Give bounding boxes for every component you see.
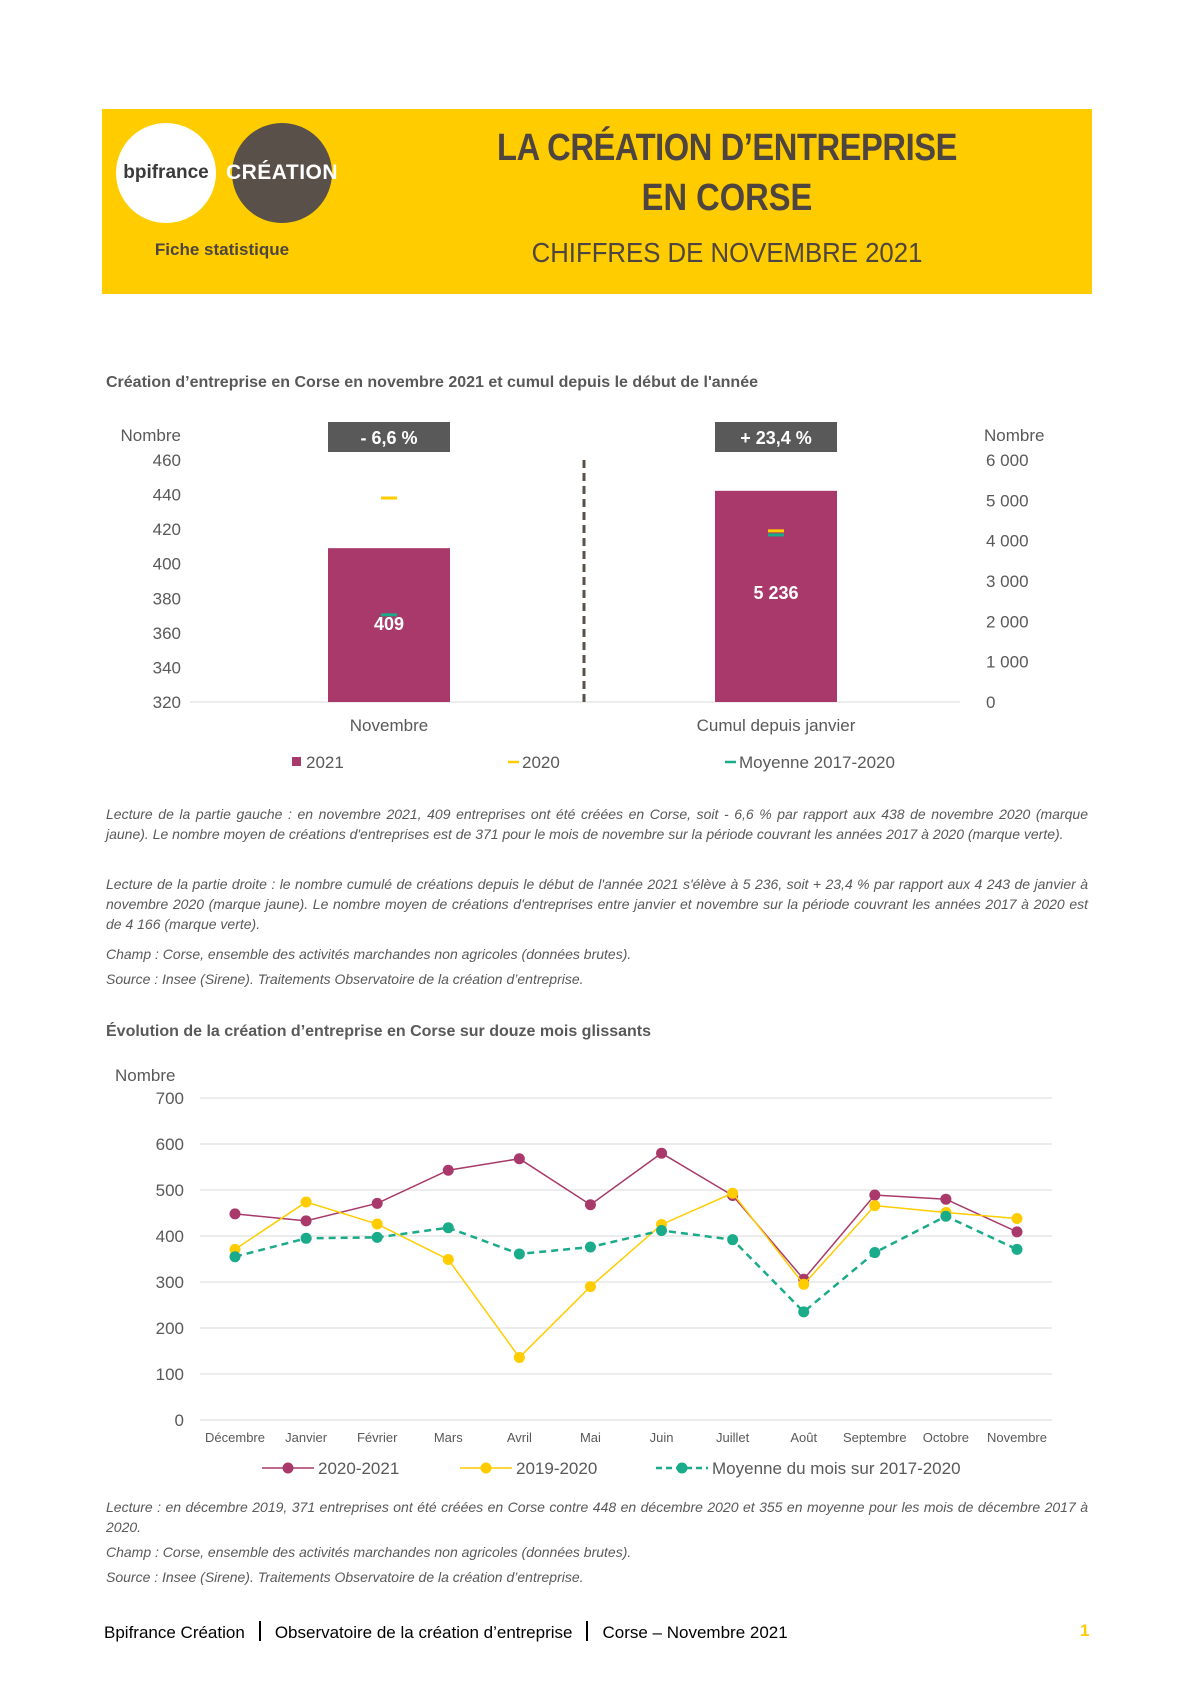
chart2-line-Moyenne du mois sur 2017-2020 (235, 1216, 1017, 1312)
chart2-point (301, 1233, 312, 1244)
chart2-point (656, 1225, 667, 1236)
chart2-point (798, 1306, 809, 1317)
note-source-2: Source : Insee (Sirene). Traitements Observatoire de la création d’entreprise. (106, 1569, 584, 1585)
chart2-y-tick-label: 0 (174, 1411, 184, 1430)
chart2-point (1012, 1213, 1023, 1224)
page-title-line1: LA CRÉATION D’ENTREPRISE (497, 127, 957, 169)
footer-separator (259, 1621, 261, 1641)
chart2-legend-label: Moyenne du mois sur 2017-2020 (712, 1459, 961, 1478)
chart1-left-tick-label: 320 (152, 693, 181, 712)
chart1-change-badge-label: - 6,6 % (360, 428, 418, 448)
chart2-point (372, 1232, 383, 1243)
chart2-x-tick-label: Novembre (987, 1430, 1047, 1445)
creation-logo-text: CRÉATION (225, 161, 339, 184)
footer-middle: Observatoire de la création d’entreprise (274, 1623, 573, 1642)
chart2-x-tick-label: Juillet (716, 1430, 750, 1445)
chart2-x-tick-label: Juin (649, 1430, 674, 1445)
chart1-bar-value-label: 409 (373, 614, 405, 635)
chart2-point (230, 1251, 241, 1262)
chart1-right-tick-label: 0 (986, 693, 996, 712)
chart2-x-axis (205, 1430, 1047, 1445)
chart2-point (585, 1242, 596, 1253)
fiche-label: Fiche statistique (154, 240, 290, 259)
chart2-point (727, 1234, 738, 1245)
chart1-right-tick-label: 4 000 (986, 531, 1029, 551)
chart2-point (443, 1165, 454, 1176)
chart1-category-label: Novembre (349, 716, 429, 735)
chart1-left-tick-label: 360 (152, 623, 181, 643)
bpifrance-logo-text: bpifrance (123, 162, 209, 183)
chart2-x-tick-label: Mai (579, 1430, 601, 1445)
chart2-point (727, 1188, 738, 1199)
chart2-y-tick-label: 600 (155, 1135, 184, 1154)
chart2-x-tick-label: Septembre (843, 1430, 907, 1445)
chart2-x-tick-label: Avril (506, 1430, 532, 1445)
chart2-legend-label: 2020-2021 (318, 1459, 400, 1478)
chart2-x-tick-label: Octobre (922, 1430, 970, 1445)
chart2-point (372, 1198, 383, 1209)
chart1-right-tick-label: 1 000 (986, 652, 1029, 672)
chart2-point (869, 1200, 880, 1211)
note-champ-2: Champ : Corse, ensemble des activités marchandes non agricoles (données brutes). (106, 1544, 632, 1560)
chart2-y-tick-label: 400 (155, 1227, 184, 1246)
note-lecture-droite: Lecture de la partie droite : le nombre cumulé de créations depuis le début de l'année 2021 s'élève à 5 236, soit + 23,4 % par rapport aux 4 243 de janvier à novembre 2020 (marque jaune). Le nombre moyen de créations d'entreprises entre janvier et novembre sur la période couvrant les années 2017 à 2020 est de 4 166 (marque verte). (106, 876, 1088, 932)
chart1-left-tick-label: 420 (152, 520, 181, 540)
chart2-point (514, 1248, 525, 1259)
chart1-legend-label: 2021 (306, 753, 344, 772)
chart2-point (869, 1247, 880, 1258)
chart1-left-tick-label: 400 (152, 554, 181, 574)
chart2-point (1012, 1244, 1023, 1255)
chart2-y-tick-label: 300 (155, 1273, 184, 1292)
chart2-point (869, 1190, 880, 1201)
chart2-point (656, 1148, 667, 1159)
chart2-x-tick-label: Août (790, 1430, 818, 1445)
page-subtitle: CHIFFRES DE NOVEMBRE 2021 (531, 237, 923, 268)
chart2-gridlines (200, 1098, 1052, 1420)
chart1-left-axis-title: Nombre (120, 426, 181, 445)
chart2-point (585, 1199, 596, 1210)
chart2-point (301, 1215, 312, 1226)
footer-left: Bpifrance Création (104, 1623, 245, 1642)
chart1-left-tick-label: 380 (152, 589, 181, 609)
footer-separator (586, 1621, 588, 1641)
chart2-y-tick-label: 200 (155, 1319, 184, 1338)
chart1-legend-label: 2020 (522, 753, 560, 772)
chart1-title: Création d’entreprise en Corse en novembre 2021 et cumul depuis le début de l'année (106, 374, 758, 391)
chart1-category-label: Cumul depuis janvier (696, 716, 856, 735)
chart2-point (940, 1211, 951, 1222)
chart2-point (443, 1254, 454, 1265)
chart2-y-tick-label: 100 (155, 1365, 184, 1384)
chart1-left-tick-label: 340 (152, 658, 181, 678)
chart2-y-axis-title: Nombre (115, 1066, 176, 1085)
note-champ-1: Champ : Corse, ensemble des activités marchandes non agricoles (données brutes). (106, 946, 632, 962)
chart2-y-axis (115, 1066, 184, 1430)
chart2-legend (262, 1459, 961, 1478)
chart2-point (301, 1196, 312, 1207)
chart1-bar-value-label: 5 236 (753, 582, 799, 603)
chart2-point (940, 1194, 951, 1205)
chart2-legend-label: 2019-2020 (516, 1459, 598, 1478)
chart1-right-tick-label: 3 000 (986, 572, 1029, 591)
chart2-title: Évolution de la création d’entreprise en Corse sur douze mois glissants (106, 1023, 652, 1040)
page-number: 1 (1080, 1621, 1090, 1640)
chart1-change-badge-label: + 23,4 % (740, 428, 812, 448)
chart2-point (585, 1281, 596, 1292)
chart2-line-2019-2020 (235, 1193, 1017, 1357)
note-lecture-2: Lecture : en décembre 2019, 371 entreprises ont été créées en Corse contre 448 en décembre 2020 et 355 en moyenne pour les mois de décembre 2017 à 2020. (106, 1499, 1088, 1535)
chart2-point (443, 1222, 454, 1233)
chart2-legend-marker (481, 1463, 492, 1474)
chart2-point (1012, 1226, 1023, 1237)
footer (104, 1621, 788, 1643)
footer-right: Corse – Novembre 2021 (602, 1623, 788, 1642)
note-lecture-gauche: Lecture de la partie gauche : en novembre 2021, 409 entreprises ont été créées en Corse, soit - 6,6 % par rapport aux 438 de novembre 2020 (marque jaune). Le nombre moyen de créations d'entreprises est de 371 pour le mois de novembre sur la période couvrant les années 2017 à 2020 (marque verte). (106, 806, 1088, 842)
chart2-x-tick-label: Décembre (205, 1430, 265, 1445)
chart2-series (230, 1148, 1023, 1363)
chart2-point (514, 1153, 525, 1164)
chart1-left-tick-label: 460 (152, 451, 181, 470)
chart2-y-tick-label: 500 (155, 1181, 184, 1200)
chart2-point (372, 1219, 383, 1230)
chart1-right-axis-title: Nombre (984, 426, 1045, 445)
chart2-x-tick-label: Février (356, 1430, 398, 1445)
chart1-right-tick-label: 6 000 (986, 451, 1029, 470)
chart2-legend-marker (283, 1463, 294, 1474)
chart2-y-tick-label: 700 (155, 1089, 184, 1108)
chart1-right-tick-label: 5 000 (986, 491, 1029, 511)
chart2-x-tick-label: Mars (433, 1430, 463, 1445)
chart2-point (798, 1279, 809, 1290)
chart2-point (514, 1352, 525, 1363)
chart1-legend-label: Moyenne 2017-2020 (739, 753, 895, 772)
chart2-x-tick-label: Janvier (285, 1430, 328, 1445)
page-title-line2: EN CORSE (641, 177, 813, 219)
chart1-right-tick-label: 2 000 (986, 612, 1029, 632)
chart2-legend-marker (677, 1463, 688, 1474)
chart1-left-tick-label: 440 (152, 485, 181, 505)
note-source-1: Source : Insee (Sirene). Traitements Observatoire de la création d’entreprise. (106, 971, 584, 987)
chart2-point (230, 1208, 241, 1219)
